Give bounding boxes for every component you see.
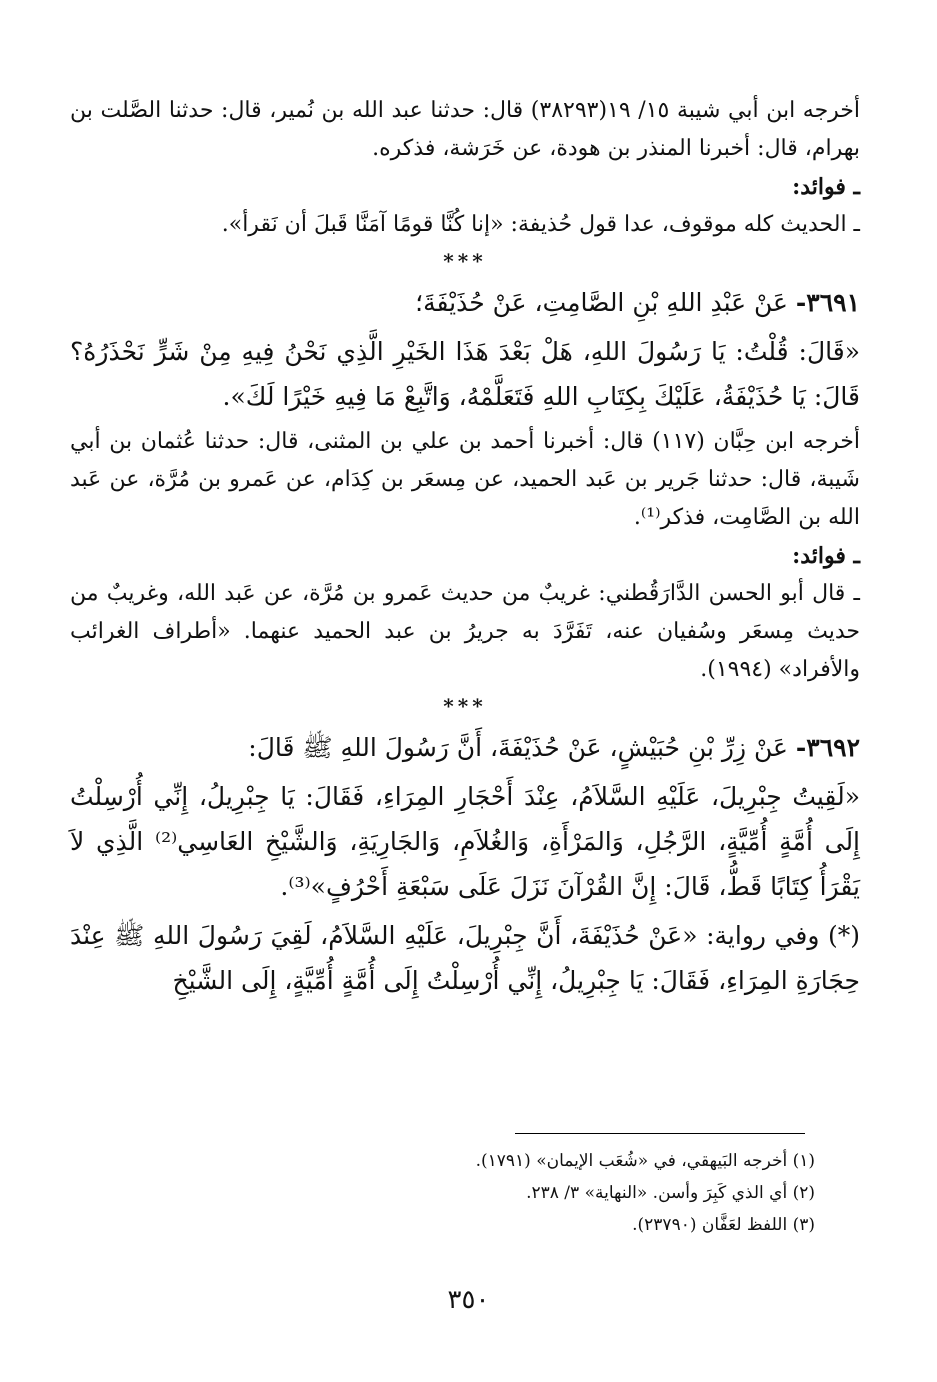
hadith-3692-variant: (*) وفي رواية: «عَنْ حُذَيْفَةَ، أَنَّ جِبْرِيلَ، عَلَيْهِ السَّلاَمُ، لَقِيَ رَسُولَ اللهِ ﷺ عِنْدَ حِجَارَةِ المِرَاءِ، فَقَالَ: يَا جِبْرِيلُ، إِنِّي أُرْسِلْتُ إِلَى أُمَّةٍ أُمِّيَّةٍ، إِلَى الشَّيْخِ: [70, 921, 860, 995]
footnote-3: (٣) اللفظ لعَفَّان (٢٣٧٩٠).: [632, 1215, 815, 1235]
fawaid-heading-2: ـ فوائد:: [792, 543, 860, 569]
hadith-3691-header: [70, 280, 860, 325]
page-body: [70, 92, 860, 1007]
section-separator-2: ***: [443, 694, 487, 718]
hadith-3691-chain: عَنْ عَبْدِ اللهِ بْنِ الصَّامِتِ، عَنْ حُذَيْفَةَ؛: [415, 288, 788, 317]
hadith-3691-number: ٣٦٩١-: [795, 288, 860, 317]
footnote-1: (١) أخرجه البَيهقي، في «شُعَب الإيمان» (١٧٩١).: [475, 1151, 815, 1171]
hadith-3692-text: «لَقِيتُ جِبْرِيلَ، عَلَيْهِ السَّلاَمُ، عِنْدَ أَحْجَارِ المِرَاءِ، فَقَالَ: يَا جِبْرِيلُ، إِنِّي أُرْسِلْتُ إِلَى أُمَّةٍ أُمِّيَّةٍ، الرَّجُلِ، وَالمَرْأَةِ، وَالغُلاَمِ، وَالجَارِيَةِ، وَالشَّيْخِ العَاسِي⁽²⁾ الَّذِي لاَ يَقْرَأُ كِتَابًا قَطُّ، قَالَ: إِنَّ القُرْآنَ نَزَلَ عَلَى سَبْعَةِ أَحْرُفٍ»⁽³⁾.: [70, 782, 861, 901]
section-separator-1: ***: [443, 249, 487, 273]
fawaid-heading-1: ـ فوائد:: [792, 174, 860, 200]
hadith-3692-number: ٣٦٩٢-: [795, 733, 860, 762]
fawaid-paragraph-2: ـ قال أبو الحسن الدَّارَقُطني: غريبٌ من حديث عَمرو بن مُرَّة، عن عَبد الله، وغريبٌ من حديث مِسعَر وسُفيان عنه، تَفَرَّدَ به جريرُ بن عبد الحميد عنهما. «أطراف الغرائب والأفراد» (١٩٩٤).: [70, 581, 860, 682]
hadith-3692-chain: عَنْ زِرِّ بْنِ حُبَيْشٍ، عَنْ حُذَيْفَةَ، أَنَّ رَسُولَ اللهِ ﷺ قَالَ:: [248, 733, 788, 762]
footnotes: [200, 1145, 815, 1241]
fawaid-paragraph-1: ـ الحديث كله موقوف، عدا قول حُذيفة: «إنا كُنَّا قومًا آمَنَّا قَبلَ أن نَقرأ».: [221, 212, 860, 237]
page-number: ٣٥٠: [447, 1285, 490, 1315]
takhrij-paragraph-2: أخرجه ابن حِبَّان (١١٧) قال: أخبرنا أحمد بن علي بن المثنى، قال: حدثنا عُثمان بن أبي شَيبة، قال: حدثنا جَرير بن عَبد الحميد، عن مِسعَر بن كِدَام، عن عَمرو بن مُرَّة، عن عَبد الله بن الصَّامِت، فذكر⁽¹⁾.: [70, 429, 860, 530]
hadith-3691-text: «قَالَ: قُلْتُ: يَا رَسُولَ اللهِ، هَلْ بَعْدَ هَذَا الخَيْرِ الَّذِي نَحْنُ فِيهِ مِنْ شَرٍّ نَحْذَرُهُ؟ قَالَ: يَا حُذَيْفَةُ، عَلَيْكَ بِكِتَابِ اللهِ فَتَعَلَّمْهُ، وَاتَّبِعْ مَا فِيهِ خَيْرًا لَكَ».: [70, 337, 860, 411]
hadith-3692-header: [70, 725, 860, 770]
footnote-divider: [515, 1133, 805, 1134]
footnote-2: (٢) أي الذي كَبِرَ وأسن. «النهاية» ٣/ ٢٣٨.: [526, 1183, 815, 1203]
takhrij-paragraph-1: أخرجه ابن أبي شيبة ١٥/ ١٩(٣٨٢٩٣) قال: حدثنا عبد الله بن نُمير، قال: حدثنا الصَّلت بن بهرام، قال: أخبرنا المنذر بن هودة، عن خَرَشة، فذكره.: [70, 98, 861, 161]
